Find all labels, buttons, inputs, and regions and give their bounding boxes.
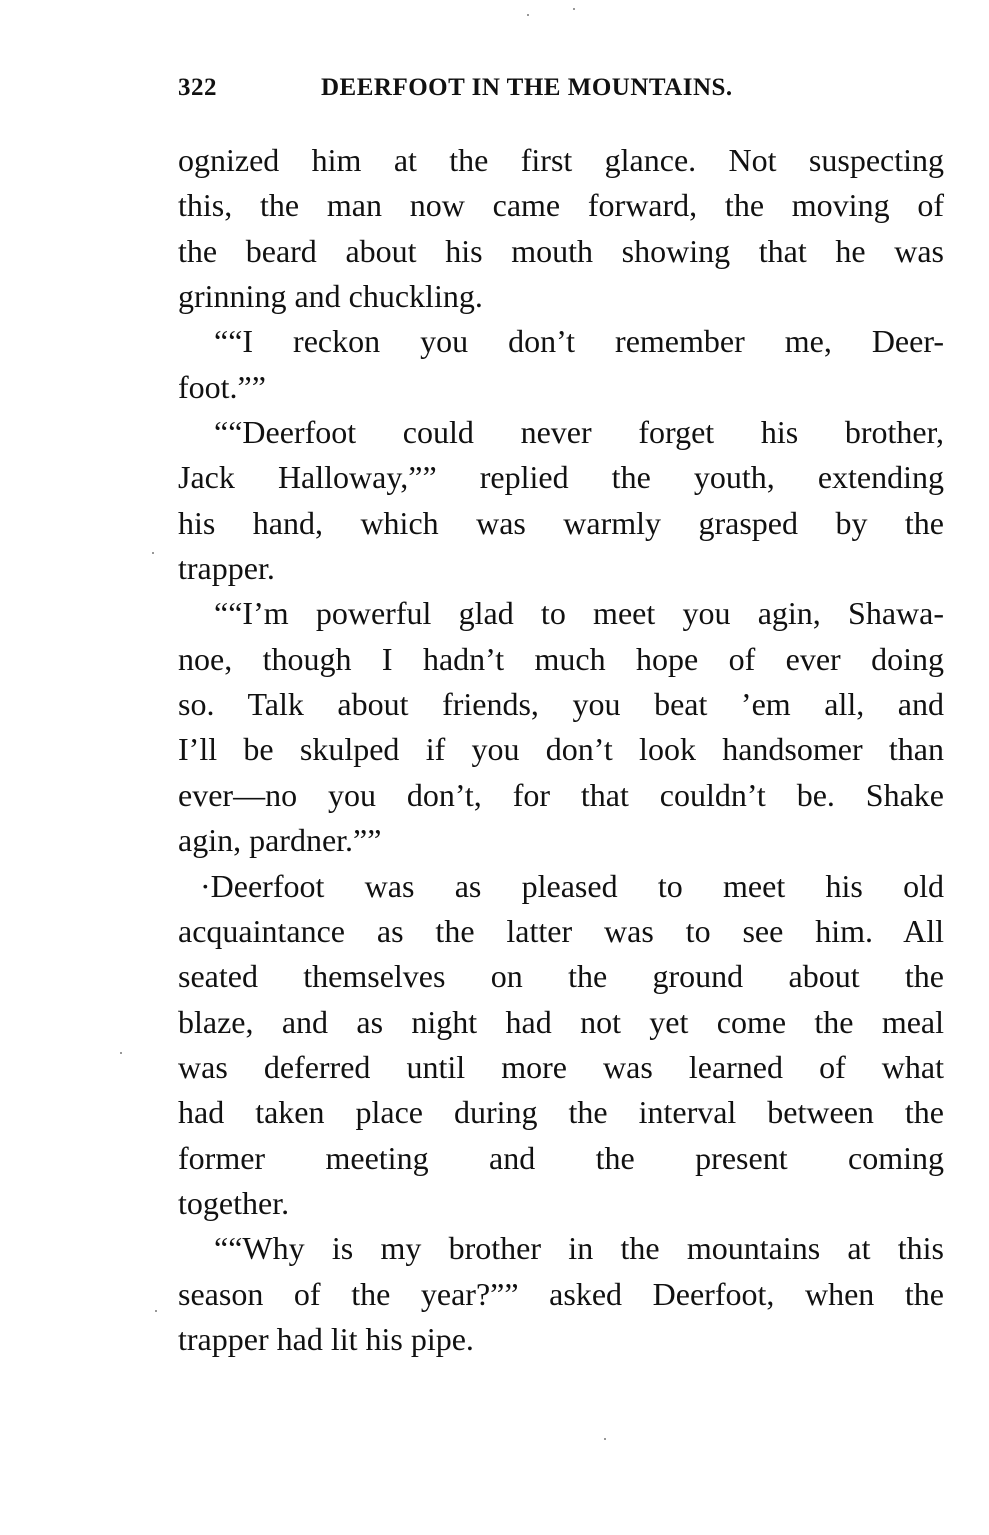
running-head bbox=[178, 74, 810, 114]
text-line: foot.”” bbox=[178, 368, 266, 405]
text-line: had taken place during the interval between the bbox=[178, 1094, 944, 1131]
text-line: blaze, and as night had not yet come the meal bbox=[178, 1003, 944, 1040]
paper-speck bbox=[120, 1052, 122, 1054]
paper-speck bbox=[604, 1438, 606, 1440]
text-line: the beard about his mouth showing that he was bbox=[178, 232, 944, 269]
text-line: ·Deerfoot was as pleased to meet his old bbox=[200, 867, 944, 904]
text-line: ““Deerfoot could never forget his brother, bbox=[214, 414, 944, 451]
text-line: trapper. bbox=[178, 550, 275, 587]
text-line: I’ll be skulped if you don’t look handsomer than bbox=[178, 731, 944, 768]
paper-speck bbox=[527, 14, 529, 16]
running-title: DEERFOOT IN THE MOUNTAINS. bbox=[321, 74, 733, 101]
text-line: season of the year?”” asked Deerfoot, when the bbox=[178, 1275, 944, 1312]
text-line: this, the man now came forward, the moving of bbox=[178, 187, 944, 224]
text-line: noe, though I hadn’t much hope of ever doing bbox=[178, 640, 944, 677]
text-line: Jack Halloway,”” replied the youth, extending bbox=[178, 459, 944, 496]
text-line: ““I reckon you don’t remember me, Deer- bbox=[214, 323, 944, 360]
text-line: so. Talk about friends, you beat ’em all, and bbox=[178, 686, 944, 723]
paper-speck bbox=[152, 552, 154, 554]
paper-speck bbox=[155, 1310, 157, 1312]
body-text bbox=[178, 138, 944, 1362]
page-number: 322 bbox=[178, 74, 217, 101]
text-line: ever—no you don’t, for that couldn’t be. Shake bbox=[178, 776, 944, 813]
text-line: together. bbox=[178, 1184, 290, 1221]
text-line: ““Why is my brother in the mountains at this bbox=[214, 1230, 944, 1267]
text-line: former meeting and the present coming bbox=[178, 1139, 944, 1176]
text-line: was deferred until more was learned of what bbox=[178, 1048, 944, 1085]
text-line: acquaintance as the latter was to see him. All bbox=[178, 912, 944, 949]
text-line: ““I’m powerful glad to meet you agin, Shawa- bbox=[214, 595, 944, 632]
text-line: agin, pardner.”” bbox=[178, 822, 382, 859]
text-line: trapper had lit his pipe. bbox=[178, 1320, 474, 1357]
paper-speck bbox=[573, 8, 575, 10]
text-line: grinning and chuckling. bbox=[178, 278, 483, 315]
text-line: ognized him at the first glance. Not suspecting bbox=[178, 142, 944, 178]
text-line: his hand, which was warmly grasped by the bbox=[178, 504, 944, 541]
text-line: seated themselves on the ground about the bbox=[178, 958, 944, 995]
